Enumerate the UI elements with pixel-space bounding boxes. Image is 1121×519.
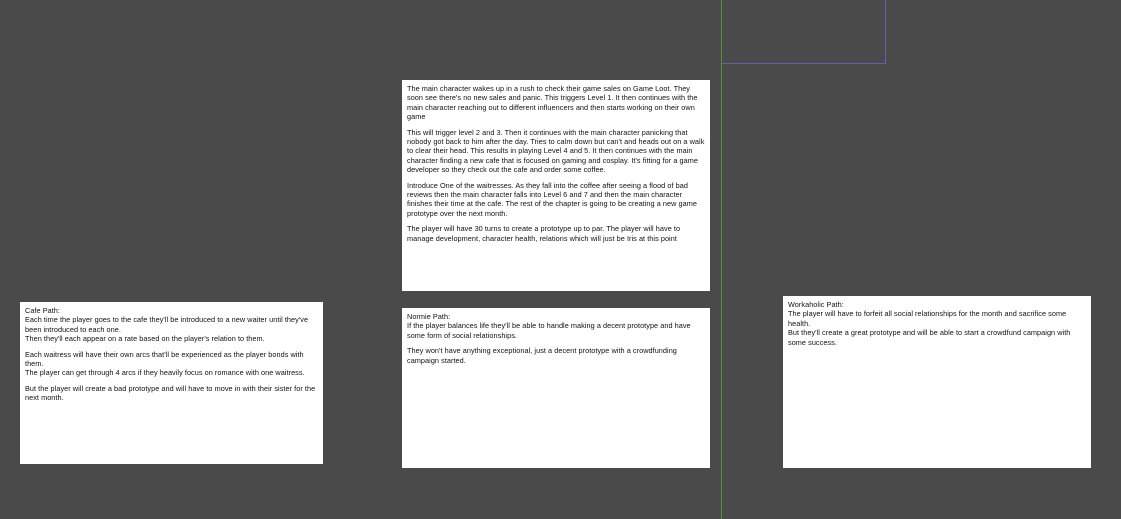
vertical-guide-line — [721, 0, 722, 519]
selection-rectangle — [722, 0, 886, 64]
cafe-path-note[interactable] — [20, 302, 323, 464]
cafe-paragraph-1: Cafe Path: Each time the player goes to the cafe they'll be introduced to a new waiter until they've been introduced to each one. Then they'll each appear on a rate based on the player's relation to them. — [25, 306, 309, 344]
normie-path-note[interactable] — [402, 308, 710, 468]
intro-paragraph-4: The player will have 30 turns to create a prototype up to par. The player will have to manage development, character health, relations which will just be Iris at this point — [407, 224, 681, 243]
intro-note[interactable] — [402, 80, 710, 291]
cafe-paragraph-2: Each waitress will have their own arcs that'll be experienced as the player bonds with them. The player can get through 4 arcs if they heavily focus on romance with one waitress. — [25, 349, 305, 378]
workaholic-paragraph-1: Workaholic Path: The player will have to forfeit all social relationships for the month and sacrifice some health. But they'll create a great prototype and will be able to start a crowdfund campaign with some success. — [788, 300, 1071, 347]
workaholic-path-note[interactable] — [783, 296, 1091, 468]
intro-paragraph-3: Introduce One of the waitresses. As they fall into the coffee after seeing a flood of bad reviews then the main character falls into Level 6 and 7 and then the main character finishes their time at the cafe. The rest of the chapter is going to be creating a new game prototype over the next month. — [407, 180, 697, 218]
cafe-paragraph-3: But the player will create a bad prototype and will have to move in with their sister for the next month. — [25, 383, 316, 403]
normie-paragraph-1: Normie Path: If the player balances life they'll be able to handle making a decent prototype and have some form of social relationships. — [407, 312, 691, 340]
intro-paragraph-1: The main character wakes up in a rush to check their game sales on Game Loot. They soon see there's no new sales and panic. This triggers Level 1. It then continues with the main character reaching out to different influencers and then starts working on their own game — [407, 84, 698, 122]
intro-paragraph-2: This will trigger level 2 and 3. Then it continues with the main character panicking that nobody got back to him after the day. Tries to calm down but can't and heads out on a walk to clear their head. This results in playing Level 4 and 5. It then continues with the main character finding a new cafe that is focused on gaming and cosplay. It's fitting for a game developer so they check out the cafe and order some coffee. — [407, 127, 705, 175]
normie-paragraph-2: They won't have anything exceptional, just a decent prototype with a crowdfunding campaign started. — [407, 346, 677, 365]
